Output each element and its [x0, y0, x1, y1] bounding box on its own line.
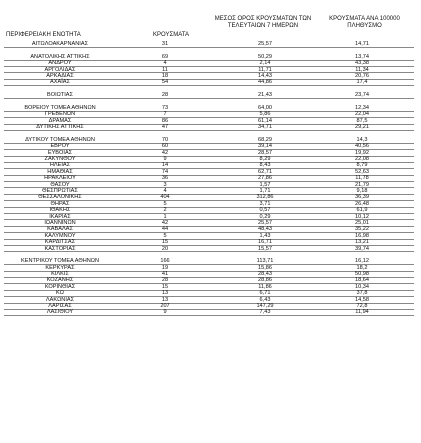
region-cell: ΕΒΡΟΥ [50, 143, 70, 150]
average-cell: 14,43 [258, 72, 272, 79]
average-cell: 3,71 [259, 200, 271, 207]
region-cell: ΔΥΤΙΚΟΥ ΤΟΜΕΑ ΑΘΗΝΩΝ [25, 136, 95, 143]
per100k-cell: 11,94 [355, 309, 369, 316]
region-cell: ΖΑΚΥΝΘΟΥ [44, 156, 76, 163]
row-divider [4, 315, 414, 316]
header-cases-per-100k: ΚΡΟΥΣΜΑΤΑ ΑΝΑ 100000 ΠΛΗΘΥΣΜΟ [329, 16, 400, 29]
per100k-cell: 19,92 [355, 149, 369, 156]
per100k-cell: 18,64 [355, 277, 369, 284]
per100k-cell: 22,04 [355, 111, 369, 118]
average-cell: 7,43 [259, 309, 271, 316]
cases-cell: 18 [161, 72, 169, 79]
region-cell: ΕΥΒΟΙΑΣ [47, 149, 73, 156]
cases-cell: 19 [161, 264, 169, 271]
per100k-cell: 87,5 [356, 117, 368, 124]
per100k-cell: 10,12 [355, 213, 369, 220]
average-cell: 8,29 [259, 156, 271, 163]
region-cell: ΗΛΕΙΑΣ [49, 162, 71, 169]
cases-cell: 69 [161, 53, 169, 60]
region-cell: ΚΑΛΥΜΝΟΥ [44, 232, 76, 239]
average-cell: 39,14 [258, 143, 272, 150]
cases-cell: 9 [163, 309, 167, 316]
per100k-cell: 25,01 [355, 219, 369, 226]
cases-cell: 28 [161, 92, 169, 99]
region-cell: ΑΝΑΤΟΛΙΚΗΣ ΑΤΤΙΚΗΣ [30, 53, 90, 60]
average-cell: 0,29 [259, 213, 271, 220]
region-cell: ΒΟΙΩΤΙΑΣ [47, 92, 73, 99]
cases-cell: 1 [163, 213, 167, 220]
region-cell: ΗΡΑΚΛΕΙΟΥ [44, 175, 76, 182]
region-cell: ΔΡΑΜΑΣ [48, 117, 72, 124]
average-cell: 15,86 [258, 264, 272, 271]
region-cell: ΘΑΣΟΥ [50, 181, 70, 188]
average-cell: 1,71 [259, 187, 271, 194]
average-cell: 28,43 [258, 271, 272, 278]
region-cell: ΛΑΚΩΝΙΑΣ [45, 296, 75, 303]
region-cell: ΘΕΣΠΡΩΤΙΑΣ [42, 187, 78, 194]
cases-cell: 5 [163, 200, 167, 207]
region-cell: ΒΟΡΕΙΟΥ ΤΟΜΕΑ ΑΘΗΝΩΝ [24, 104, 96, 111]
region-cell: ΚΑΒΑΛΑΣ [47, 226, 73, 233]
cases-cell: 74 [161, 168, 169, 175]
per100k-cell: 11,34 [355, 66, 369, 73]
average-cell: 8,43 [259, 162, 271, 169]
average-cell: 50,29 [258, 53, 272, 60]
average-cell: 113,71 [256, 258, 274, 265]
per100k-cell: 50,98 [355, 271, 369, 278]
average-cell: 61,14 [258, 117, 272, 124]
region-cell: ΚΑΣΤΟΡΙΑΣ [44, 245, 76, 252]
per100k-cell: 29,21 [355, 124, 369, 131]
per100k-cell: 40,56 [355, 143, 369, 150]
region-cell: ΑΙΤΩΛΟΑΚΑΡΝΑΝΙΑΣ [31, 41, 89, 47]
per100k-cell: 37,8 [356, 290, 368, 297]
per100k-cell: 52,63 [355, 168, 369, 175]
per100k-cell: 20,76 [355, 72, 369, 79]
average-cell: 5,86 [259, 111, 271, 118]
per100k-cell: 43,38 [355, 60, 369, 67]
average-cell: 11,86 [258, 283, 272, 290]
cases-cell: 13 [161, 296, 169, 303]
cases-cell: 20 [161, 245, 169, 252]
region-cell: ΘΕΣΣΑΛΟΝΙΚΗΣ [38, 194, 82, 201]
cases-cell: 2 [163, 207, 167, 214]
per100k-cell: 39,74 [355, 245, 369, 252]
average-cell: 0,57 [259, 207, 271, 214]
cases-cell: 86 [161, 117, 169, 124]
cases-cell: 44 [161, 226, 169, 233]
region-cell: ΙΘΑΚΗΣ [49, 207, 71, 214]
per100k-cell: 61,9 [356, 207, 368, 214]
region-cell: ΑΝΔΡΟΥ [48, 60, 72, 67]
cases-cell: 166 [160, 258, 170, 265]
per100k-cell: 9,18 [356, 187, 368, 194]
cases-cell: 54 [161, 79, 169, 86]
cases-cell: 15 [161, 239, 169, 246]
cases-cell: 3 [163, 181, 167, 188]
cases-cell: 60 [161, 143, 169, 150]
region-cell: ΙΚΑΡΙΑΣ [49, 213, 71, 220]
region-cell: ΚΕΝΤΡΙΚΟΥ ΤΟΜΕΑ ΑΘΗΝΩΝ [20, 258, 99, 265]
cases-cell: 11 [162, 66, 168, 73]
per100k-cell: 22,08 [355, 156, 369, 163]
cases-cell: 4 [163, 60, 167, 67]
cases-cell: 42 [161, 219, 169, 226]
region-cell: ΔΥΤΙΚΗΣ ΑΤΤΙΚΗΣ [36, 124, 84, 131]
per100k-cell: 72,8 [356, 303, 368, 310]
average-cell: 21,43 [258, 92, 272, 99]
per100k-cell: 21,79 [355, 181, 369, 188]
per100k-cell: 13,21 [355, 239, 369, 246]
region-cell: ΚΑΡΔΙΤΣΑΣ [44, 239, 76, 246]
cases-cell: 41 [161, 271, 169, 278]
average-cell: 147,29 [256, 303, 274, 310]
average-cell: 2,14 [259, 60, 271, 67]
per100k-cell: 26,48 [355, 200, 369, 207]
average-cell: 16,71 [258, 239, 272, 246]
per100k-cell: 13,74 [355, 53, 369, 60]
average-cell: 68,29 [258, 136, 272, 143]
average-cell: 15,57 [258, 245, 272, 252]
per100k-cell: 23,74 [355, 92, 369, 99]
per100k-cell: 11,78 [355, 175, 369, 182]
per100k-cell: 16,12 [355, 258, 369, 265]
average-cell: 1,57 [259, 181, 271, 188]
cases-cell: 4 [163, 187, 167, 194]
average-cell: 48,43 [258, 226, 272, 233]
per100k-cell: 14,58 [355, 296, 369, 303]
region-cell: ΛΑΣΙΘΙΟΥ [46, 309, 74, 316]
per100k-cell: 35,22 [355, 226, 369, 233]
average-cell: 6,43 [259, 296, 271, 303]
average-cell: 28,86 [258, 277, 272, 284]
per100k-cell: 12,34 [355, 104, 369, 111]
average-cell: 28,57 [258, 149, 272, 156]
per100k-cell: 14,3 [356, 136, 368, 143]
table-body [0, 41, 421, 316]
per100k-cell: 10,34 [355, 283, 369, 290]
region-cell: ΑΧΑΪΑΣ [50, 79, 70, 86]
per100k-cell: 17,4 [356, 79, 368, 86]
region-cell: ΛΑΡΙΣΑΣ [48, 303, 72, 310]
cases-cell: 15 [161, 283, 169, 290]
region-cell: ΚΙΛΚΙΣ [51, 271, 69, 278]
cases-cell: 42 [161, 149, 169, 156]
region-cell: ΚΟΖΑΝΗΣ [46, 277, 74, 284]
table-header [0, 16, 421, 42]
cases-cell: 47 [161, 124, 169, 131]
cases-cell: 5 [163, 232, 167, 239]
average-cell: 62,71 [258, 168, 272, 175]
header-seven-day-average: ΜΕΣΟΣ ΟΡΟΣ ΚΡΟΥΣΜΑΤΩΝ ΤΩΝ ΤΕΛΕΥΤΑΙΩΝ 7 ΗΜΕΡΩΝ [214, 16, 312, 29]
average-cell: 6,71 [259, 290, 271, 297]
average-cell: 25,57 [258, 41, 272, 47]
average-cell: 312,86 [256, 194, 274, 201]
per100k-cell: 36,39 [355, 194, 369, 201]
cases-cell: 73 [161, 104, 169, 111]
average-cell: 44,86 [258, 79, 272, 86]
average-cell: 64,00 [258, 104, 272, 111]
cases-cell: 404 [160, 194, 170, 201]
region-cell: ΚΟΡΙΝΘΙΑΣ [44, 283, 76, 290]
average-cell: 11,71 [258, 66, 272, 73]
per100k-cell: 16,98 [355, 232, 369, 239]
per100k-cell: 18,2 [356, 264, 368, 271]
header-cases: ΚΡΟΥΣΜΑΤΑ [153, 32, 189, 38]
region-cell: ΗΜΑΘΙΑΣ [47, 168, 73, 175]
region-cell: ΚΕΡΚΥΡΑΣ [45, 264, 75, 271]
cases-cell: 207 [160, 303, 170, 310]
region-cell: ΚΩ [56, 290, 64, 297]
average-cell: 1,43 [259, 232, 271, 239]
cases-cell: 9 [163, 156, 167, 163]
cases-cell: 31 [161, 41, 169, 47]
region-cell: ΓΡΕΒΕΝΩΝ [44, 111, 76, 118]
per100k-cell: 8,79 [356, 162, 368, 169]
cases-cell: 36 [161, 175, 169, 182]
cases-cell: 14 [161, 162, 169, 169]
average-cell: 34,71 [258, 124, 272, 131]
cases-cell: 7 [163, 111, 167, 118]
header-region: ΠΕΡΙΦΕΡΕΙΑΚΗ ΕΝΟΤΗΤΑ [6, 32, 81, 38]
average-cell: 27,86 [258, 175, 272, 182]
average-cell: 25,57 [258, 219, 272, 226]
cases-cell: 13 [161, 290, 169, 297]
per100k-cell: 14,71 [355, 41, 369, 47]
cases-cell: 28 [161, 277, 169, 284]
region-cell: ΘΗΡΑΣ [50, 200, 70, 207]
table-row [0, 309, 421, 315]
cases-cell: 70 [161, 136, 169, 143]
region-cell: ΑΡΓΟΛΙΔΑΣ [44, 66, 76, 73]
region-cell: ΙΩΑΝΝΙΝΩΝ [44, 219, 76, 226]
region-cell: ΑΡΚΑΔΙΑΣ [46, 72, 74, 79]
